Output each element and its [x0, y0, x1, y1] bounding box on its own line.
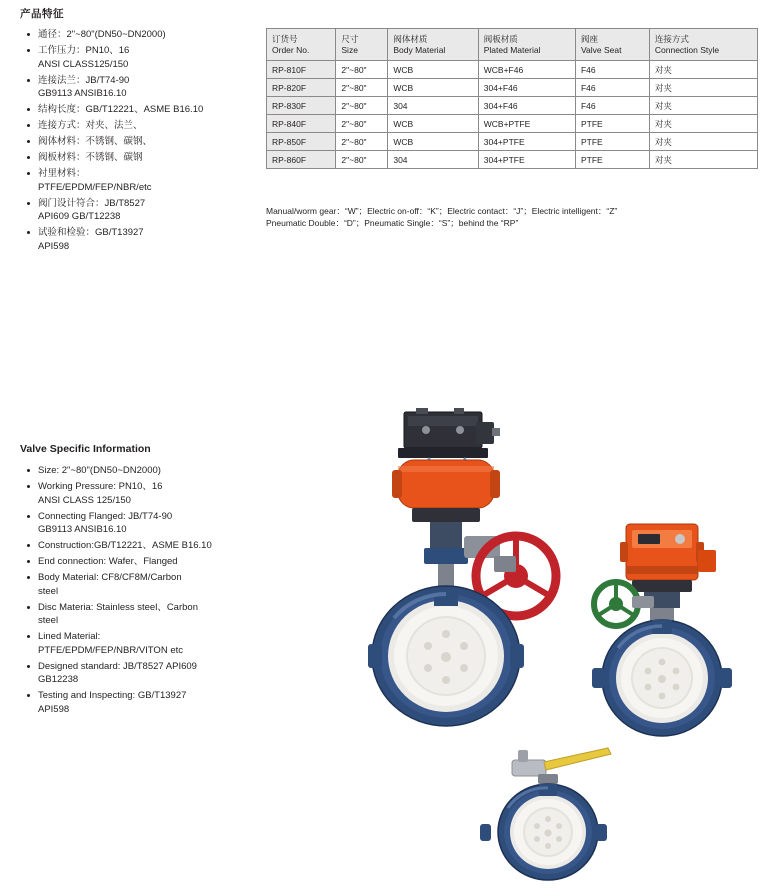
list-item [26, 689, 258, 716]
order-no-cell: RP-820F [267, 79, 336, 97]
table-cell: 304+PTFE [478, 133, 575, 151]
column-header-en: Plated Material [483, 44, 541, 55]
column-header-cn: 尺寸 [341, 33, 359, 44]
column-header-en: Connection Style [654, 44, 720, 55]
table-cell: 对夹 [649, 61, 757, 79]
list-item [26, 119, 256, 133]
list-item-line: GB9113 ANSIB16.10 [38, 88, 127, 99]
table-column-header [649, 29, 757, 61]
actuator-top-assembly [398, 408, 500, 458]
list-item [26, 660, 258, 687]
list-item [26, 555, 258, 569]
order-no-cell: RP-830F [267, 97, 336, 115]
table-row [267, 61, 758, 79]
list-item-line: Working Pressure: PN10、16 [38, 481, 163, 492]
table-column-header [388, 29, 478, 61]
pneumatic-valve-illustration [368, 408, 598, 728]
spec-table-container [266, 28, 758, 169]
list-item-line: ANSI CLASS125/150 [38, 58, 129, 70]
table-cell: WCB [388, 79, 478, 97]
list-item [26, 464, 258, 478]
list-item [26, 151, 256, 165]
table-cell: WCB [388, 61, 478, 79]
table-cell: F46 [575, 61, 649, 79]
column-header-en: Size [341, 44, 358, 55]
list-item-line: API598 [38, 703, 70, 715]
list-item-line: End connection: Wafer、Flanged [38, 556, 178, 567]
section-title-chinese: 产品特征 [20, 8, 64, 20]
list-item-line: Designed standard: JB/T8527 API609 [38, 660, 197, 672]
list-item-line: Construction:GB/T12221、ASME B16.10 [38, 540, 212, 551]
list-item-line: API598 [38, 240, 70, 252]
footnote-line-2: Pneumatic Double：“D”；Pneumatic Single：“S”；behind the “RP” [266, 218, 519, 228]
table-row [267, 79, 758, 97]
table-cell: 304+F46 [478, 79, 575, 97]
order-no-cell: RP-860F [267, 151, 336, 169]
list-item [26, 103, 256, 117]
list-item-line: 阀体材料：不锈钢、碳钢、 [38, 136, 153, 147]
table-cell: 304+PTFE [478, 151, 575, 169]
column-header-cn: 阀板材质 [483, 33, 518, 44]
table-column-header [478, 29, 575, 61]
butterfly-valve-body [368, 586, 524, 726]
list-item-line: Body Material: CF8/CF8M/Carbon [38, 572, 182, 583]
list-item-line: 工作压力：PN10、16 [38, 45, 130, 56]
order-no-cell: RP-810F [267, 61, 336, 79]
table-cell: 2"~80" [336, 79, 388, 97]
table-cell: WCB+PTFE [478, 115, 575, 133]
butterfly-valve-body-2 [592, 620, 732, 736]
figure-electric-actuated-valve [588, 520, 768, 750]
column-header-en: Valve Seat [580, 44, 622, 55]
spec-table-body [267, 61, 758, 169]
list-item-line: Lined Material: [38, 631, 101, 642]
list-item-line: GB9113 ANSIB16.10 [38, 524, 127, 535]
table-row [267, 97, 758, 115]
table-cell: PTFE [575, 115, 649, 133]
table-row [267, 151, 758, 169]
table-column-header [267, 29, 336, 61]
order-no-cell: RP-850F [267, 133, 336, 151]
table-cell: 对夹 [649, 151, 757, 169]
feature-list-english [26, 464, 258, 719]
table-cell: 2"~80" [336, 133, 388, 151]
list-item-line: 通径：2"~80"(DN50~DN2000) [38, 29, 166, 40]
column-header-en: Order No. [272, 44, 310, 55]
list-item [26, 28, 256, 42]
list-item [26, 480, 258, 507]
table-cell: 2"~80" [336, 97, 388, 115]
list-item-line: Connecting Flanged: JB/T74-90 [38, 510, 173, 522]
list-item-line: API609 GB/T12238 [38, 211, 121, 222]
table-cell: 2"~80" [336, 61, 388, 79]
column-header-cn: 阀座 [580, 33, 598, 44]
table-cell: 304+F46 [478, 97, 575, 115]
table-column-header [575, 29, 649, 61]
list-item-line: 阀门设计符合：JB/T8527 [38, 197, 146, 209]
table-row [267, 133, 758, 151]
table-column-header [336, 29, 388, 61]
lever-handle [512, 748, 611, 784]
spec-table [266, 28, 758, 169]
column-header-cn: 阀体材质 [393, 33, 428, 44]
table-cell: 2"~80" [336, 151, 388, 169]
list-item-line: PTFE/EPDM/FEP/NBR/etc [38, 181, 152, 193]
list-item [26, 539, 258, 553]
list-item-line: 连接方式：对夹、法兰、 [38, 120, 143, 131]
valve-stem-bracket [424, 522, 468, 586]
list-item-line: Disc Materia: Stainless steel、Carbon [38, 601, 198, 613]
list-item [26, 167, 256, 194]
lever-valve-illustration [478, 740, 658, 885]
list-item [26, 510, 258, 537]
list-item [26, 226, 256, 253]
spec-table-head [267, 29, 758, 61]
list-item-line: steel [38, 585, 59, 597]
table-cell: 对夹 [649, 115, 757, 133]
list-item-line: 阀板材料：不锈钢、碳钢 [38, 152, 143, 163]
list-item-line: steel [38, 615, 59, 626]
column-header-en: Body Material [393, 44, 446, 55]
table-cell: F46 [575, 97, 649, 115]
list-item [26, 601, 258, 628]
order-no-cell: RP-840F [267, 115, 336, 133]
list-item-line: 试验和检验：GB/T13927 [38, 227, 144, 238]
list-item-line: PTFE/EPDM/FEP/NBR/VITON etc [38, 644, 183, 656]
table-cell: WCB [388, 133, 478, 151]
list-item [26, 571, 258, 598]
list-item-line: ANSI CLASS 125/150 [38, 494, 131, 506]
list-item-line: 衬里材料： [38, 168, 86, 179]
table-cell: 对夹 [649, 79, 757, 97]
electric-valve-illustration [588, 520, 768, 750]
table-cell: 对夹 [649, 133, 757, 151]
table-cell: 对夹 [649, 97, 757, 115]
feature-list-chinese [26, 28, 256, 256]
figure-pneumatic-valve-with-handwheel [368, 408, 598, 728]
table-cell: F46 [575, 79, 649, 97]
table-row [267, 115, 758, 133]
table-footnotes [266, 205, 766, 229]
table-header-row [267, 29, 758, 61]
list-item [26, 74, 256, 101]
section-title-english: Valve Specific Information [20, 443, 151, 455]
list-item [26, 197, 256, 224]
column-header-cn: 订货号 [272, 33, 298, 44]
footnote-line-1: Manual/worm gear：“W”；Electric on-off：“K”；Electric contact：“J”；Electric intelligent：“Z” [266, 206, 618, 216]
list-item-line: Size: 2"~80"(DN50~DN2000) [38, 465, 161, 476]
electric-actuator-housing [620, 524, 716, 592]
list-item-line: Testing and Inspecting: GB/T13927 [38, 690, 187, 701]
column-header-cn: 连接方式 [654, 33, 689, 44]
table-cell: PTFE [575, 133, 649, 151]
table-cell: 2"~80" [336, 115, 388, 133]
table-cell: 304 [388, 97, 478, 115]
list-item-line: GB12238 [38, 674, 79, 685]
butterfly-valve-body-3 [480, 784, 607, 880]
list-item-line: 连接法兰：JB/T74-90 [38, 74, 130, 86]
figure-lever-operated-valve [478, 740, 658, 885]
list-item-line: 结构长度：GB/T12221、ASME B16.10 [38, 104, 204, 115]
table-cell: 304 [388, 151, 478, 169]
table-cell: WCB+F46 [478, 61, 575, 79]
list-item [26, 630, 258, 657]
table-cell: WCB [388, 115, 478, 133]
list-item [26, 44, 256, 71]
table-cell: PTFE [575, 151, 649, 169]
actuator-orange-cylinder [392, 460, 500, 522]
list-item [26, 135, 256, 149]
